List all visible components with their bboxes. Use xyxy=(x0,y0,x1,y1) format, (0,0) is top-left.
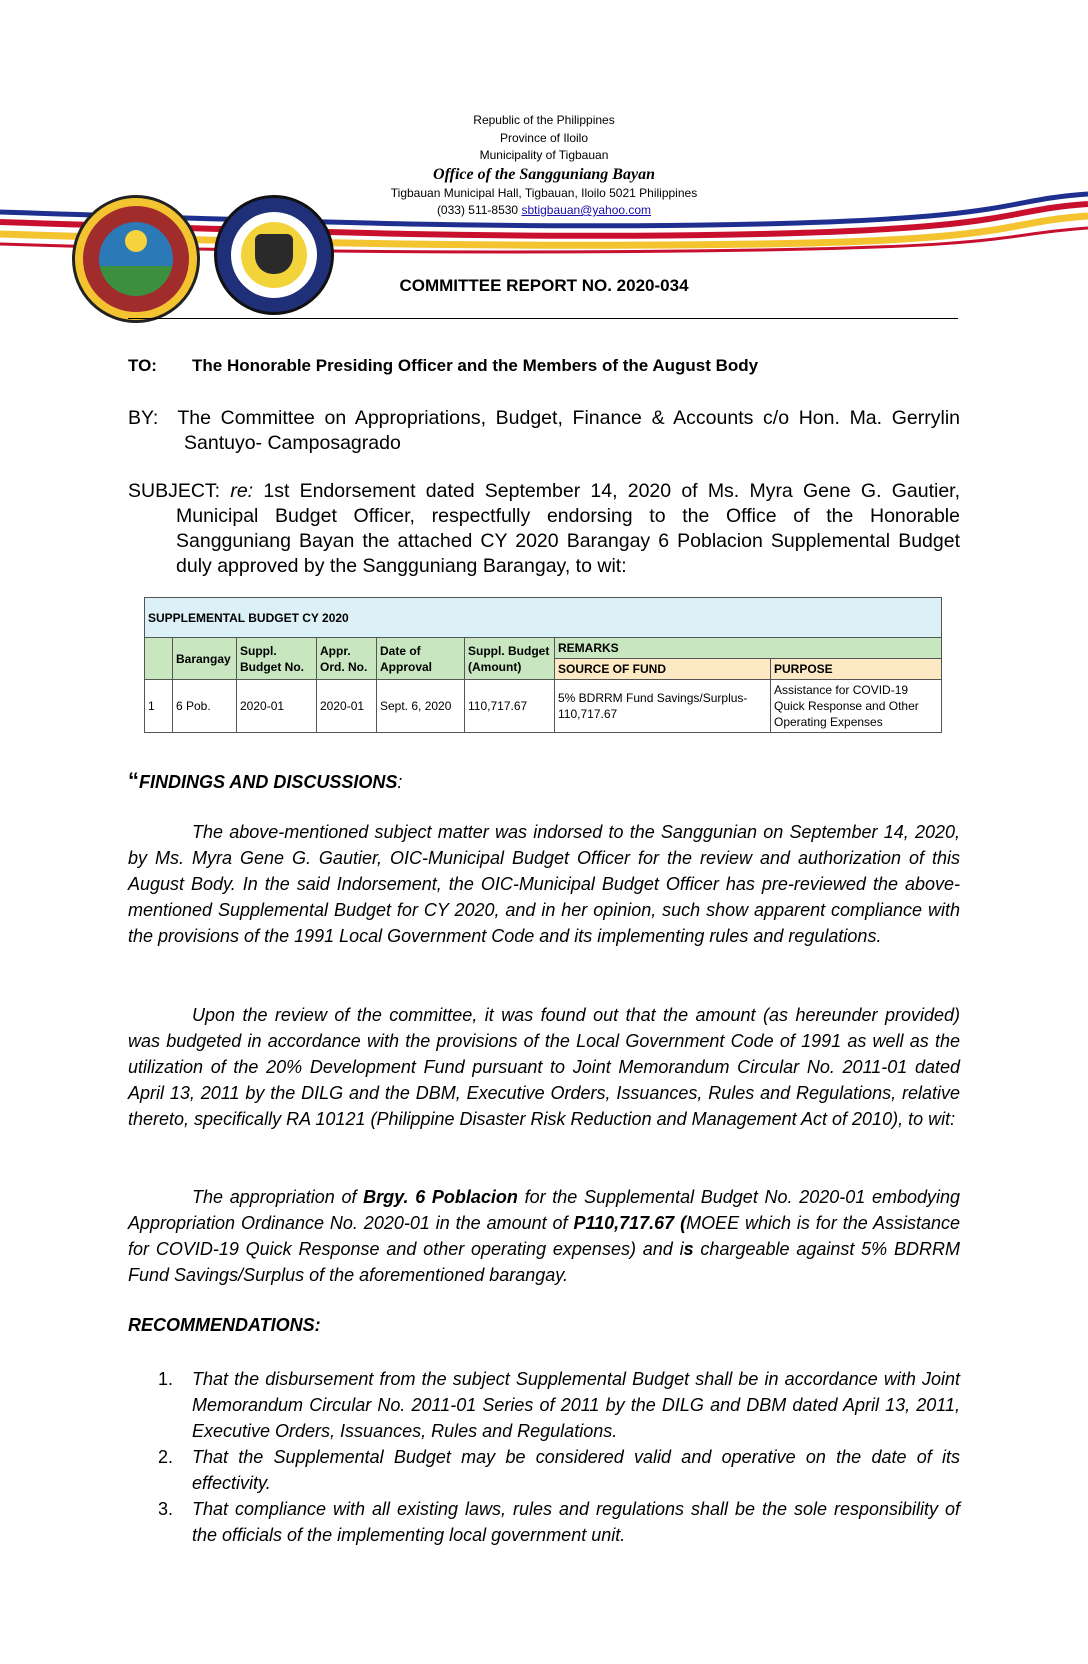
table-header-source-of-fund: SOURCE OF FUND xyxy=(555,659,771,680)
findings-open-quote: “ xyxy=(128,768,139,793)
p3-text-f: s xyxy=(683,1239,694,1259)
letterhead-email-link[interactable]: sbtigbauan@yahoo.com xyxy=(521,203,652,217)
letterhead-office: Office of the Sangguniang Bayan xyxy=(433,165,655,183)
table-header-appr-ord-no: Appr. Ord. No. xyxy=(317,638,377,680)
by-text: The Committee on Appropriations, Budget, Finance & Accounts c/o Hon. Ma. Gerrylin Santuyo- Camposagrado xyxy=(177,407,960,454)
letterhead-municipality: Municipality of Tigbauan xyxy=(479,148,609,162)
p3-text-e: MOEE which is for the Assistance for COVID-19 Quick Response and other operating expenses) and i xyxy=(128,1213,960,1259)
table-row xyxy=(145,680,942,733)
findings-paragraph-2: Upon the review of the committee, it was found out that the amount (as hereunder provided) was budgeted in accordance with the provisions of the Local Government Code of 1991 as well as the utilization of the 20% Development Fund pursuant to Joint Memorandum Circular No. 2011-01 dated April 13, 2011 by the DILG and the DBM, Executive Orders, Issuances, Rules and Regulations, relative thereto, specifically RA 10121 (Philippine Disaster Risk Reduction and Management Act of 2010), to wit: xyxy=(128,1005,960,1129)
to-label: TO: xyxy=(128,356,157,375)
table-header-amount: Suppl. Budget (Amount) xyxy=(465,638,555,680)
subject-text: 1st Endorsement dated September 14, 2020 of Ms. Myra Gene G. Gautier, Municipal Budget Officer, respectfully endorsing to the Office of the Honorable Sangguniang Bayan the attached CY 2020 Barangay 6 Poblacion Supplemental Budget duly approved by the Sangguniang Barangay, to wit: xyxy=(176,480,961,577)
by-label: BY: xyxy=(128,407,159,429)
table-header-date-of-approval: Date of Approval xyxy=(377,638,465,680)
list-item xyxy=(128,1496,960,1548)
letterhead-republic: Republic of the Philippines xyxy=(473,113,615,127)
list-item-number: 1. xyxy=(158,1369,174,1389)
table-title: SUPPLEMENTAL BUDGET CY 2020 xyxy=(145,598,942,638)
header-divider xyxy=(128,318,958,319)
letterhead-phone: (033) 511-8530 xyxy=(436,203,519,217)
recommendations-list xyxy=(128,1366,960,1548)
subject-label: SUBJECT: xyxy=(128,480,221,502)
list-item-text: That the Supplemental Budget may be considered valid and operative on the date of its effectivity. xyxy=(192,1447,960,1493)
findings-heading xyxy=(128,768,402,794)
table-header-barangay: Barangay xyxy=(173,638,237,680)
findings-heading-colon: : xyxy=(397,772,403,792)
findings-paragraph-3 xyxy=(128,1184,960,1288)
p3-amount: P110,717.67 ( xyxy=(573,1213,687,1233)
report-number: COMMITTEE REPORT NO. 2020-034 xyxy=(399,276,689,295)
subject-line xyxy=(128,479,960,579)
table-cell-amount: 110,717.67 xyxy=(465,680,555,733)
p3-text-a: The appropriation of xyxy=(192,1187,364,1207)
letterhead-contact xyxy=(300,202,788,220)
p3-text-c: for the Supplemental Budget No. 2020-01 embodying Appropriation Ordinance No. 2020-01 in the amount of xyxy=(128,1187,961,1233)
list-item-text: That the disbursement from the subject Supplemental Budget shall be in accordance with Joint Memorandum Circular No. 2011-01 Series of 2011 by the DILG and DBM dated April 13, 2011, Executive Orders, Issuances, Rules and Regulations. xyxy=(192,1369,960,1441)
table-cell-barangay: 6 Pob. xyxy=(173,680,237,733)
table-cell-no: 1 xyxy=(145,680,173,733)
findings-heading-text: FINDINGS AND DISCUSSIONS xyxy=(139,772,398,792)
by-line xyxy=(128,406,960,456)
p3-text-g: chargeable against 5% BDRRM Fund Savings/Surplus of the aforementioned barangay. xyxy=(128,1239,960,1285)
letterhead xyxy=(300,112,788,220)
table-cell-appr-ord-no: 2020-01 xyxy=(317,680,377,733)
list-item xyxy=(128,1366,960,1444)
list-item-number: 2. xyxy=(158,1447,174,1467)
letterhead-province: Province of Iloilo xyxy=(499,130,589,145)
table-header-index xyxy=(145,638,173,680)
table-header-remarks: REMARKS xyxy=(555,638,942,659)
list-item-text: That compliance with all existing laws, rules and regulations shall be the sole responsibility of the officials of the implementing local government unit. xyxy=(192,1499,960,1545)
to-text: The Honorable Presiding Officer and the Members of the August Body xyxy=(192,356,759,375)
letterhead-address: Tigbauan Municipal Hall, Tigbauan, Iloilo 5021 Philippines xyxy=(390,185,698,200)
list-item-number: 3. xyxy=(158,1499,174,1519)
subject-re: re: xyxy=(230,480,254,502)
table-cell-purpose: Assistance for COVID-19 Quick Response and Other Operating Expenses xyxy=(771,680,942,733)
table-cell-source-of-fund: 5% BDRRM Fund Savings/Surplus-110,717.67 xyxy=(555,680,771,733)
recommendations-heading: RECOMMENDATIONS: xyxy=(128,1315,321,1335)
to-line xyxy=(128,356,958,376)
table-header-suppl-budget-no: Suppl. Budget No. xyxy=(237,638,317,680)
municipality-seal-icon xyxy=(72,195,200,323)
table-cell-date-of-approval: Sept. 6, 2020 xyxy=(377,680,465,733)
p3-barangay: Brgy. 6 Poblacion xyxy=(363,1187,518,1207)
supplemental-budget-table xyxy=(144,597,942,733)
list-item xyxy=(128,1444,960,1496)
table-header-purpose: PURPOSE xyxy=(771,659,942,680)
findings-paragraph-1: The above-mentioned subject matter was indorsed to the Sanggunian on September 14, 2020, by Ms. Myra Gene G. Gautier, OIC-Municipal Budget Officer for the review and authorization of this August Body. In the said Indorsement, the OIC-Municipal Budget Officer has pre-reviewed the above-mentioned Supplemental Budget for CY 2020, and in her opinion, such show apparent compliance with the provisions of the 1991 Local Government Code and its implementing rules and regulations. xyxy=(128,822,960,946)
table-cell-suppl-budget-no: 2020-01 xyxy=(237,680,317,733)
